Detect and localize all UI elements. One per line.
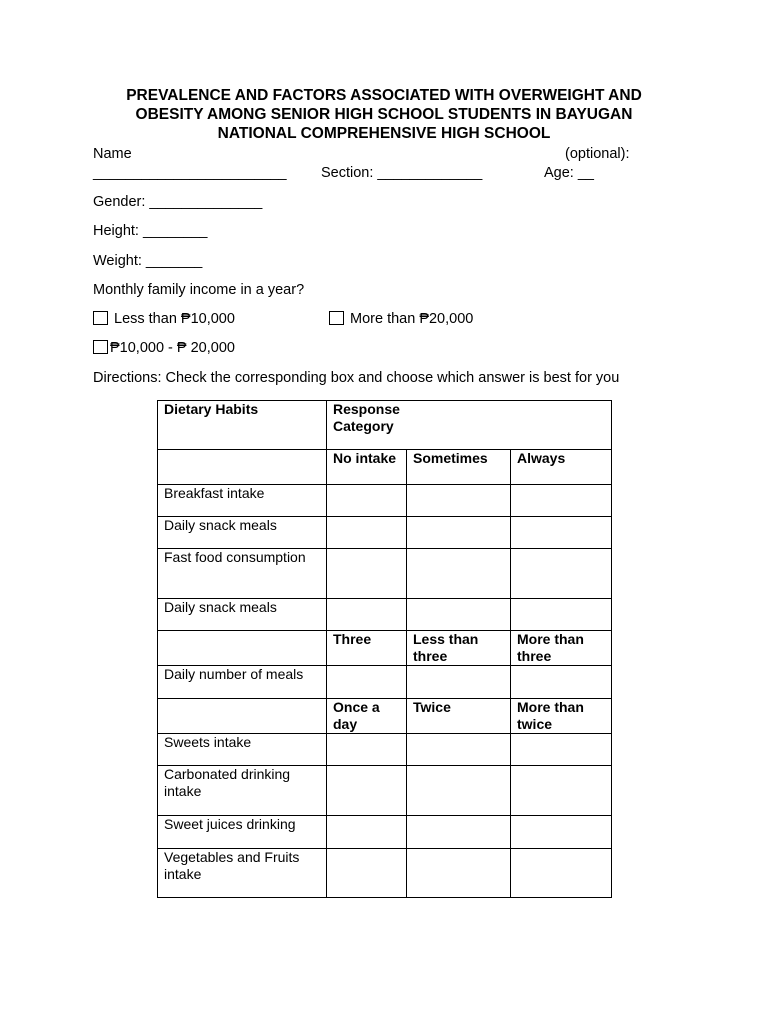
table-row — [158, 734, 612, 766]
income-option-label: ₱10,000 - ₱ 20,000 — [110, 340, 235, 356]
table-row — [158, 517, 612, 549]
response-cell[interactable] — [327, 549, 407, 599]
response-cell[interactable] — [407, 485, 511, 517]
empty-cell — [158, 699, 327, 734]
item-label: Daily number of meals — [158, 666, 327, 699]
item-label: Breakfast intake — [158, 485, 327, 517]
document-title — [60, 86, 708, 143]
response-cell[interactable] — [511, 485, 612, 517]
response-cell[interactable] — [511, 766, 612, 816]
table-row — [158, 599, 612, 631]
checkbox-icon[interactable] — [329, 311, 344, 325]
empty-cell — [158, 450, 327, 485]
title-line-1: PREVALENCE AND FACTORS ASSOCIATED WITH OVERWEIGHT AND — [126, 87, 642, 104]
response-cell[interactable] — [327, 849, 407, 898]
response-cell[interactable] — [511, 599, 612, 631]
response-cell[interactable] — [407, 816, 511, 849]
empty-cell — [158, 631, 327, 666]
item-label: Carbonated drinking intake — [158, 766, 327, 816]
response-cell[interactable] — [511, 517, 612, 549]
response-cell[interactable] — [327, 599, 407, 631]
response-cell[interactable] — [327, 816, 407, 849]
checkbox-icon[interactable] — [93, 311, 108, 325]
header-response-category: Response Category — [327, 401, 612, 450]
name-field[interactable]: ________________________ — [93, 165, 287, 181]
option-label: No intake — [327, 450, 407, 485]
height-field[interactable]: Height: ________ — [93, 223, 208, 239]
response-cell[interactable] — [407, 517, 511, 549]
title-line-2: OBESITY AMONG SENIOR HIGH SCHOOL STUDENTS IN BAYUGAN — [135, 106, 633, 123]
table-row — [158, 485, 612, 517]
option-row — [158, 631, 612, 666]
response-cell[interactable] — [407, 766, 511, 816]
option-label: Sometimes — [407, 450, 511, 485]
checkbox-icon[interactable] — [93, 340, 108, 354]
option-row — [158, 699, 612, 734]
response-cell[interactable] — [327, 517, 407, 549]
directions-text: Directions: Check the corresponding box and choose which answer is best for you — [93, 370, 620, 386]
response-cell[interactable] — [407, 849, 511, 898]
response-cell[interactable] — [407, 666, 511, 699]
table-row — [158, 849, 612, 898]
response-cell[interactable] — [407, 549, 511, 599]
table-row — [158, 816, 612, 849]
name-optional-label: (optional): — [565, 146, 630, 162]
option-row — [158, 450, 612, 485]
title-line-3: NATIONAL COMPREHENSIVE HIGH SCHOOL — [217, 125, 551, 142]
header-dietary-habits: Dietary Habits — [158, 401, 327, 450]
item-label: Sweet juices drinking — [158, 816, 327, 849]
response-cell[interactable] — [327, 734, 407, 766]
response-cell[interactable] — [511, 816, 612, 849]
response-cell[interactable] — [327, 485, 407, 517]
name-label: Name — [93, 146, 132, 162]
response-cell[interactable] — [327, 766, 407, 816]
income-option-label: More than ₱20,000 — [350, 311, 474, 327]
income-option-less-than-10000[interactable] — [93, 311, 235, 327]
item-label: Daily snack meals — [158, 517, 327, 549]
table-row — [158, 549, 612, 599]
item-label: Sweets intake — [158, 734, 327, 766]
dietary-habits-table — [157, 400, 612, 898]
item-label: Vegetables and Fruits intake — [158, 849, 327, 898]
option-label: More than three — [511, 631, 612, 666]
section-field[interactable]: Section: _____________ — [321, 165, 483, 181]
option-label: More than twice — [511, 699, 612, 734]
table-row — [158, 766, 612, 816]
income-option-more-than-20000[interactable] — [329, 311, 473, 327]
option-label: Once a day — [327, 699, 407, 734]
income-option-10000-to-20000[interactable] — [93, 340, 235, 356]
response-cell[interactable] — [407, 734, 511, 766]
option-label: Three — [327, 631, 407, 666]
option-label: Twice — [407, 699, 511, 734]
item-label: Daily snack meals — [158, 599, 327, 631]
gender-field[interactable]: Gender: ______________ — [93, 194, 263, 210]
table-header-row — [158, 401, 612, 450]
response-cell[interactable] — [511, 549, 612, 599]
response-cell[interactable] — [511, 666, 612, 699]
response-cell[interactable] — [407, 599, 511, 631]
option-label: Less than three — [407, 631, 511, 666]
table-row — [158, 666, 612, 699]
response-cell[interactable] — [511, 734, 612, 766]
response-cell[interactable] — [511, 849, 612, 898]
response-cell[interactable] — [327, 666, 407, 699]
income-option-label: Less than ₱10,000 — [114, 311, 235, 327]
item-label: Fast food consumption — [158, 549, 327, 599]
weight-field[interactable]: Weight: _______ — [93, 253, 203, 269]
age-field[interactable]: Age: __ — [544, 165, 594, 181]
income-question: Monthly family income in a year? — [93, 282, 305, 298]
option-label: Always — [511, 450, 612, 485]
